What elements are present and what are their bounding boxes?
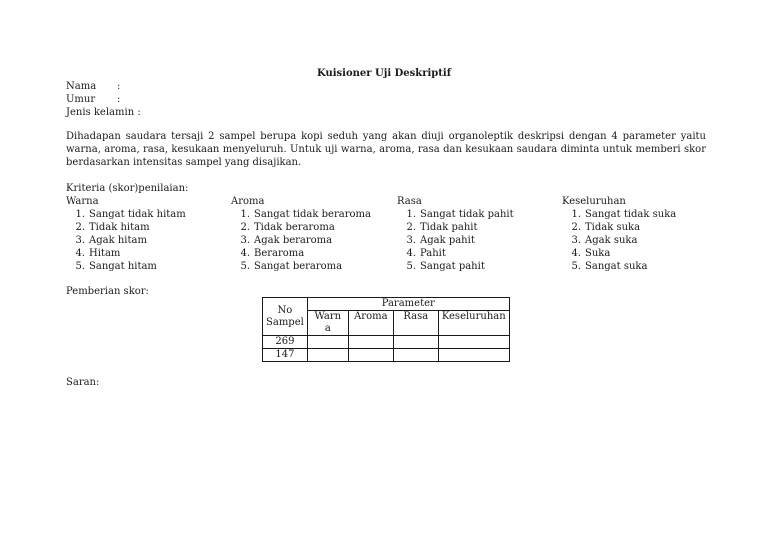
table-row bbox=[263, 349, 510, 362]
identity-row-gender bbox=[66, 106, 141, 119]
score-cell[interactable] bbox=[393, 336, 438, 349]
score-cell[interactable] bbox=[307, 349, 348, 362]
criteria-item: 1. Sangat tidak beraroma bbox=[240, 209, 371, 220]
sample-code: 147 bbox=[263, 349, 308, 362]
criteria-name: Rasa bbox=[397, 196, 422, 207]
score-cell[interactable] bbox=[348, 336, 393, 349]
criteria-item: 5. Sangat hitam bbox=[75, 261, 157, 272]
criteria-column-keseluruhan bbox=[562, 195, 676, 273]
criteria-column-aroma bbox=[231, 195, 371, 273]
criteria-name: Keseluruhan bbox=[562, 196, 626, 207]
document-title: Kuisioner Uji Deskriptif bbox=[316, 68, 451, 79]
criteria-item: 3. Agak hitam bbox=[75, 235, 147, 246]
criteria-item: 2. Tidak pahit bbox=[406, 222, 478, 233]
scoring-label: Pemberian skor: bbox=[66, 286, 149, 297]
header-sample-number: No Sampel bbox=[263, 298, 308, 336]
criteria-item: 5. Sangat suka bbox=[571, 261, 648, 272]
header-keseluruhan: Keseluruhan bbox=[438, 311, 509, 336]
score-cell[interactable] bbox=[438, 349, 509, 362]
identity-colon: : bbox=[117, 94, 121, 105]
criteria-heading: Kriteria (skor)penilaian: bbox=[66, 183, 189, 194]
criteria-list bbox=[562, 208, 676, 273]
score-cell[interactable] bbox=[393, 349, 438, 362]
criteria-list bbox=[231, 208, 371, 273]
criteria-item: 3. Agak beraroma bbox=[240, 235, 333, 246]
criteria-item: 2. Tidak suka bbox=[571, 222, 641, 233]
criteria-item: 1. Sangat tidak hitam bbox=[75, 209, 186, 220]
respondent-identity bbox=[66, 80, 141, 119]
criteria-item: 3. Agak pahit bbox=[406, 235, 475, 246]
table-row bbox=[263, 336, 510, 349]
criteria-list bbox=[66, 208, 186, 273]
header-aroma: Aroma bbox=[348, 311, 393, 336]
header-warna: Warn a bbox=[307, 311, 348, 336]
header-rasa: Rasa bbox=[393, 311, 438, 336]
criteria-item: 4. Beraroma bbox=[240, 248, 305, 259]
criteria-item: 2. Tidak beraroma bbox=[240, 222, 335, 233]
criteria-list bbox=[397, 208, 514, 273]
score-cell[interactable] bbox=[307, 336, 348, 349]
criteria-item: 4. Hitam bbox=[75, 248, 121, 259]
identity-colon: : bbox=[117, 81, 121, 92]
score-cell[interactable] bbox=[348, 349, 393, 362]
identity-label: Nama bbox=[66, 81, 97, 92]
identity-row-age bbox=[66, 93, 141, 106]
table-header-row bbox=[263, 298, 510, 311]
criteria-name: Warna bbox=[66, 196, 99, 207]
score-table bbox=[262, 297, 510, 362]
criteria-column-warna bbox=[66, 195, 186, 273]
suggestion-label: Saran: bbox=[66, 377, 100, 388]
identity-label: Jenis kelamin : bbox=[66, 107, 141, 118]
criteria-name: Aroma bbox=[231, 196, 265, 207]
criteria-column-rasa bbox=[397, 195, 514, 273]
criteria-item: 4. Pahit bbox=[406, 248, 446, 259]
criteria-item: 1. Sangat tidak pahit bbox=[406, 209, 514, 220]
score-cell[interactable] bbox=[438, 336, 509, 349]
criteria-item: 3. Agak suka bbox=[571, 235, 638, 246]
criteria-item: 5. Sangat pahit bbox=[406, 261, 485, 272]
criteria-item: 1. Sangat tidak suka bbox=[571, 209, 677, 220]
criteria-item: 4. Suka bbox=[571, 248, 611, 259]
criteria-item: 5. Sangat beraroma bbox=[240, 261, 343, 272]
identity-row-name bbox=[66, 80, 141, 93]
identity-label: Umur bbox=[66, 94, 96, 105]
sample-code: 269 bbox=[263, 336, 308, 349]
criteria-item: 2. Tidak hitam bbox=[75, 222, 150, 233]
instructions-paragraph: Dihadapan saudara tersaji 2 sampel berupa kopi seduh yang akan diuji organoleptik deskripsi dengan 4 parameter yaitu warna, aroma, rasa, kesukaan menyeluruh. Untuk uji warna, aroma, rasa dan kesukaan saudara diminta untuk memberi skor berdasarkan intensitas sampel yang disajikan. bbox=[66, 131, 706, 168]
header-parameter-group: Parameter bbox=[307, 298, 509, 311]
